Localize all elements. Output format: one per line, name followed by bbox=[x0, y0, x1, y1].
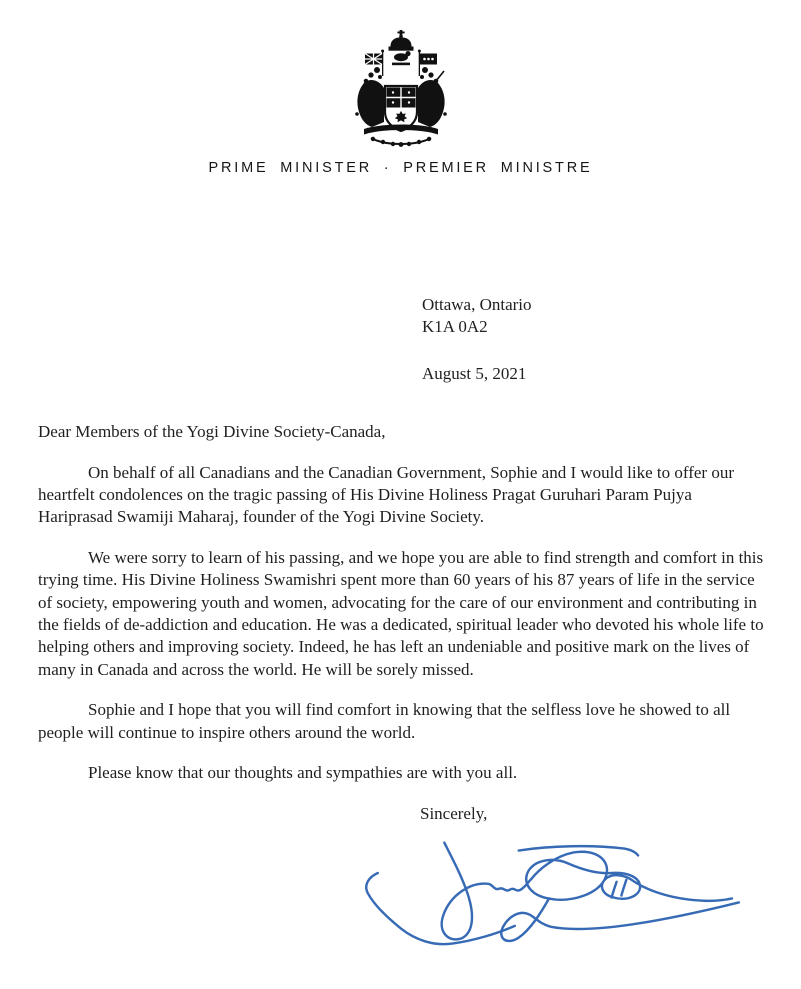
signature-ink-graphic bbox=[350, 829, 750, 965]
body-paragraph-1: On behalf of all Canadians and the Canadian Government, Sophie and I would like to offer our heartfelt condolences on the tragic passing of His Divine Holiness Pragat Guruhari Param Pujya Hariprasad Swamiji Maharaj, founder of the Yogi Divine Society. bbox=[38, 462, 734, 527]
body-paragraph-2: We were sorry to learn of his passing, and we hope you are able to find strength and comfort in this trying time. His Divine Holiness Swamishri spent more than 60 years of his 87 years of life in the service of society, empowering youth and women, advocating for the care of our environment and contributing in the fields of de-addiction and education. He was a dedicated, spiritual leader who devoted his whole life to helping others and improving society. Indeed, he has left an undeniable and positive mark on the lives of many in Canada and across the world. He will be sorely missed. bbox=[38, 547, 764, 679]
letter-date: August 5, 2021 bbox=[422, 363, 527, 383]
letter-body bbox=[0, 294, 801, 965]
signature bbox=[350, 829, 750, 965]
address-postal-line: K1A 0A2 bbox=[422, 317, 488, 337]
canada-coat-of-arms-graphic bbox=[351, 30, 451, 147]
body-paragraph-3: Sophie and I hope that you will find comfort in knowing that the selfless love he showed to all people will continue to inspire others around the world. bbox=[38, 700, 731, 742]
address-block bbox=[422, 294, 766, 385]
body-paragraph-4: Please know that our thoughts and sympathies are with you all. bbox=[88, 763, 518, 783]
canada-coat-of-arms-icon bbox=[351, 30, 451, 147]
closing: Sincerely, bbox=[420, 803, 488, 823]
address-city-line: Ottawa, Ontario bbox=[422, 295, 532, 314]
salutation: Dear Members of the Yogi Divine Society-Canada, bbox=[38, 422, 386, 442]
letterhead-title: PRIME MINISTER · PREMIER MINISTRE bbox=[208, 160, 593, 176]
